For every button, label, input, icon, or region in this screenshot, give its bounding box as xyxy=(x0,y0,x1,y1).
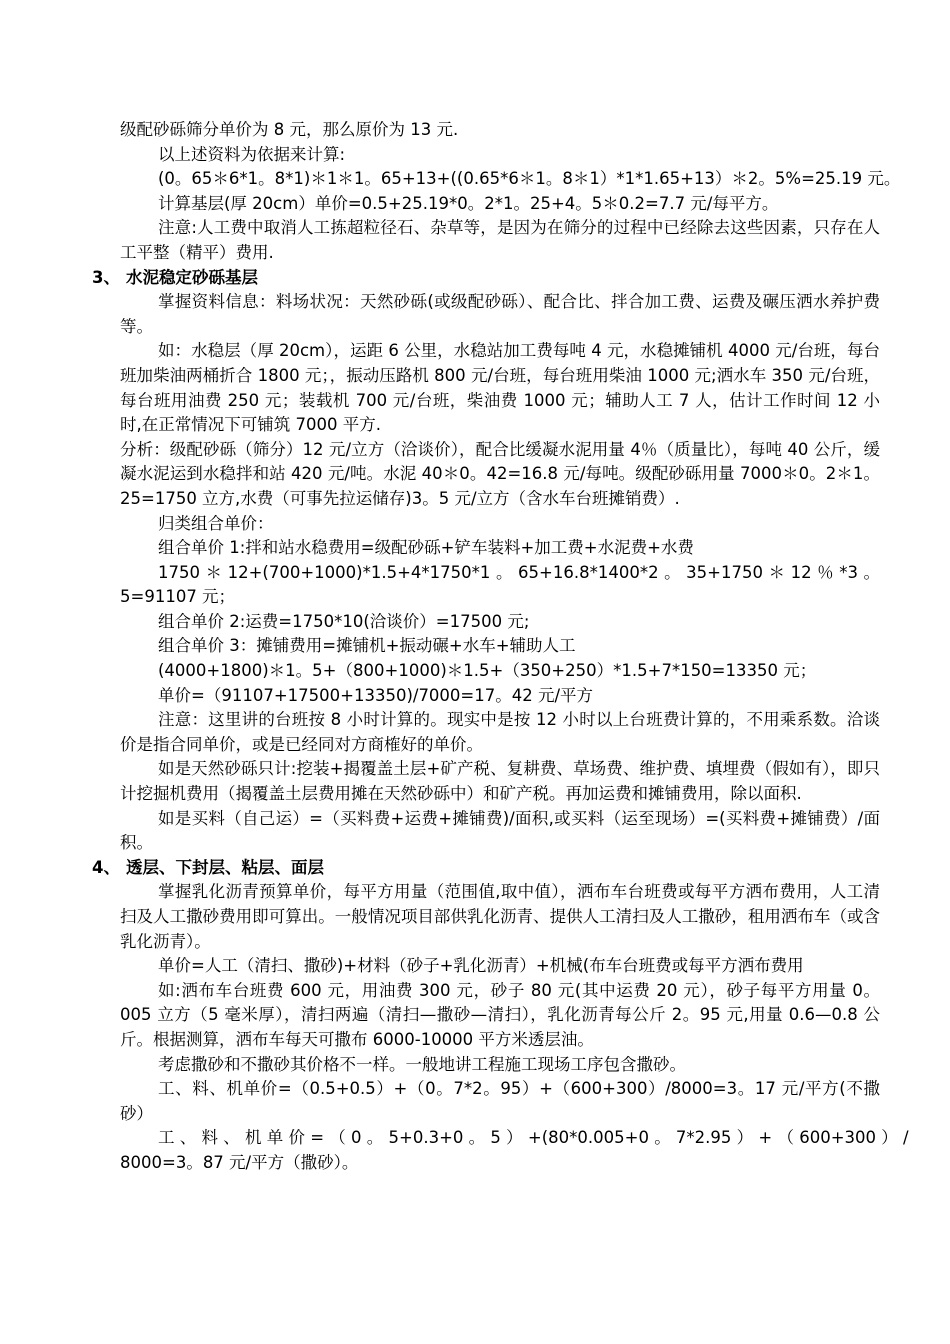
section-number: 3、 xyxy=(92,267,120,287)
formula-line: 组合单价 2:运费=1750*10(洽谈价）=17500 元; xyxy=(158,611,530,631)
paragraph: 归类组合单价： xyxy=(158,513,274,533)
paragraph: 级配砂砾筛分单价为 8 元，那么原价为 13 元. xyxy=(120,120,459,139)
paragraph: 如是买料（自己运）=（买料费+运费+摊铺费)/面积,或买料（运至现场）=(买料费+摊铺费）/面积。 xyxy=(120,808,880,853)
formula-line: 计算基层(厚 20cm）单价=0.5+25.19*0。2*1。25+4。5＊0.2=7.7 元/每平方。 xyxy=(158,193,779,213)
note-paragraph: 注意：这里讲的台班按 8 小时计算的。现实中是按 12 小时以上台班费计算的，不用乘系数。洽谈价是指合同单价，或是已经同对方商榷好的单价。 xyxy=(120,710,880,754)
formula-line: 工、料、机单价=（0.5+0.5）+（0。7*2。95）+（600+300）/8000=3。17 元/平方(不撒砂） xyxy=(120,1079,880,1123)
formula-line: 单价=（91107+17500+13350)/7000=17。42 元/平方 xyxy=(158,685,594,705)
formula-line: (4000+1800)＊1。5+（800+1000)＊1.5+（350+250）*1.5+7*150=13350 元； xyxy=(158,661,817,681)
formula-line: 1750＊12+(700+1000)*1.5+4*1750*1。65+16.8*1400*2。35+1750＊12％*3。5=91107 元； xyxy=(120,562,880,607)
section-heading-3 xyxy=(92,266,880,291)
section-number: 4、 xyxy=(92,857,120,877)
formula-line: 组合单价 3：摊铺费用=摊铺机+振动碾+水车+辅助人工 xyxy=(158,636,576,656)
formula-line: 8000=3。87 元/平方（撒砂）。 xyxy=(120,1152,359,1172)
formula-line: 单价=人工（清扫、撒砂)+材料（砂子+乳化沥青）+机械(布车台班费或每平方洒布费用 xyxy=(158,956,804,976)
paragraph: 如是天然砂砾只计:挖装+揭覆盖土层+矿产税、复耕费、草场费、维护费、填埋费（假如有），即只计挖掘机费用（揭覆盖土层费用摊在天然砂砾中）和矿产税。再加运费和摊铺费用，除以面积. xyxy=(120,759,880,804)
paragraph: 以上述资料为依据来计算: xyxy=(158,144,346,164)
note-paragraph: 注意:人工费中取消人工拣超粒径石、杂草等，是因为在筛分的过程中已经除去这些因素，只存在人工平整（精平）费用. xyxy=(120,218,880,262)
section-title: 透层、下封层、粘层、面层 xyxy=(126,857,324,877)
paragraph: 分析：级配砂砾（筛分）12 元/立方（洽谈价），配合比缓凝水泥用量 4％（质量比），每吨 40 公斤，缓凝水泥运到水稳拌和站 420 元/吨。水泥 40＊0。42=16.8 元/每吨。级配砂砾用量 7000＊0。2＊1。25=1750 立方,水费（可事先拉运储存)3。5 元/立方（含水车台班摊销费）. xyxy=(120,439,880,508)
section-title: 水泥稳定砂砾基层 xyxy=(126,267,258,287)
paragraph: 考虑撒砂和不撒砂其价格不一样。一般地讲工程施工现场工序包含撒砂。 xyxy=(158,1054,686,1074)
formula-line: (0。65＊6*1。8*1)＊1＊1。65+13+((0.65*6＊1。8＊1）*1*1.65+13）＊2。5%=25.19 元。 xyxy=(158,169,901,189)
section-heading-4 xyxy=(92,856,880,881)
formula-line: 工 、 料 、 机 单 价 = （ 0 。 5+0.3+0 。 5 ） +(80*0.005+0 。 7*2.95 ） + （ 600+300 ） / xyxy=(158,1128,909,1148)
paragraph: 如:洒布车台班费 600 元，用油费 300 元，砂子 80 元(其中运费 20 元），砂子每平方用量 0。005 立方（5 毫米厚），清扫两遍（清扫—撒砂—清扫），乳化沥青每公斤 2。95 元,用量 0.6—0.8 公斤。根据测算，洒布车每天可撒布 6000-10000 平方米透层油。 xyxy=(120,980,880,1049)
paragraph: 掌握乳化沥青预算单价，每平方用量（范围值,取中值），洒布车台班费或每平方洒布费用，人工清扫及人工撒砂费用即可算出。一般情况项目部供乳化沥青、提供人工清扫及人工撒砂，租用洒布车（或含乳化沥青）。 xyxy=(120,882,880,951)
paragraph: 掌握资料信息：料场状况：天然砂砾(或级配砂砾）、配合比、拌合加工费、运费及碾压洒水养护费等。 xyxy=(120,292,880,336)
paragraph: 如：水稳层（厚 20cm），运距 6 公里，水稳站加工费每吨 4 元，水稳摊铺机 4000 元/台班，每台班加柴油两桶折合 1800 元；，振动压路机 800 元/台班，每台班用柴油 1000 元;洒水车 350 元/台班，每台班用油费 250 元；装载机 700 元/台班，柴油费 1000 元；辅助人工 7 人，估计工作时间 12 小时,在正常情况下可铺筑 7000 平方. xyxy=(120,341,880,435)
formula-line: 组合单价 1:拌和站水稳费用=级配砂砾+铲车装料+加工费+水泥费+水费 xyxy=(158,538,694,558)
